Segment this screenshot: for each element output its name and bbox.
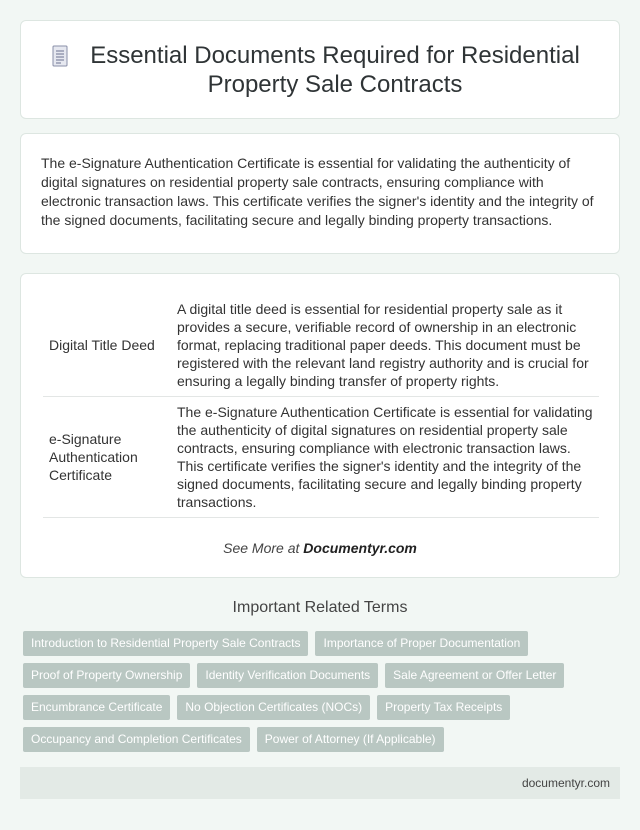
intro-text: The e-Signature Authentication Certificate is essential for validating the authenticity of digital signatures on residential property sale contracts, ensuring compliance with electronic transaction laws. This certificate verifies the signer's identity and the integrity of the signed documents, facilitating secure and legally binding property transactions. [41,155,594,228]
tag-row [23,663,623,688]
tag[interactable]: Occupancy and Completion Certificates [23,727,250,752]
document-description: A digital title deed is essential for residential property sale as it provides a secure, verifiable record of ownership in an electronic format, replacing traditional paper deeds. This document must be registered with the relevant land registry authority and is crucial for ensuring a legally binding transfer of property rights. [171,294,599,397]
documents-table [43,294,599,518]
table-row [43,294,599,397]
tag[interactable]: Power of Attorney (If Applicable) [257,727,444,752]
see-more-prefix: See More at [223,540,304,556]
title-card [20,20,620,119]
tag[interactable]: Identity Verification Documents [197,663,378,688]
related-terms-heading: Important Related Terms [232,599,408,616]
tag[interactable]: Importance of Proper Documentation [315,631,528,656]
document-description: The e-Signature Authentication Certificate is essential for validating the authenticity of digital signatures on residential property sale contracts, ensuring compliance with electronic transaction laws. This certificate verifies the signer's identity and the integrity of the signed documents, facilitating secure and legally binding property transactions. [171,397,599,518]
documents-card [20,273,620,578]
tag[interactable]: Introduction to Residential Property Sale Contracts [23,631,308,656]
see-more-link[interactable] [43,540,597,556]
tag-row [23,727,623,752]
tag[interactable]: Encumbrance Certificate [23,695,170,720]
table-row [43,397,599,518]
title-wrap [50,41,590,99]
related-terms-tags [23,631,623,759]
tag-row [23,631,623,656]
intro-card [20,133,620,254]
tag[interactable]: No Objection Certificates (NOCs) [177,695,370,720]
document-name: e-Signature Authentication Certificate [43,397,171,518]
tag[interactable]: Proof of Property Ownership [23,663,190,688]
see-more-site[interactable]: Documentyr.com [303,540,417,556]
footer [20,767,620,799]
tag[interactable]: Property Tax Receipts [377,695,510,720]
page-title: Essential Documents Required for Residential Property Sale Contracts [90,41,580,98]
document-icon [50,45,70,74]
tag[interactable]: Sale Agreement or Offer Letter [385,663,564,688]
document-name: Digital Title Deed [43,294,171,397]
tag-row [23,695,623,720]
footer-link[interactable]: documentyr.com [521,776,610,790]
